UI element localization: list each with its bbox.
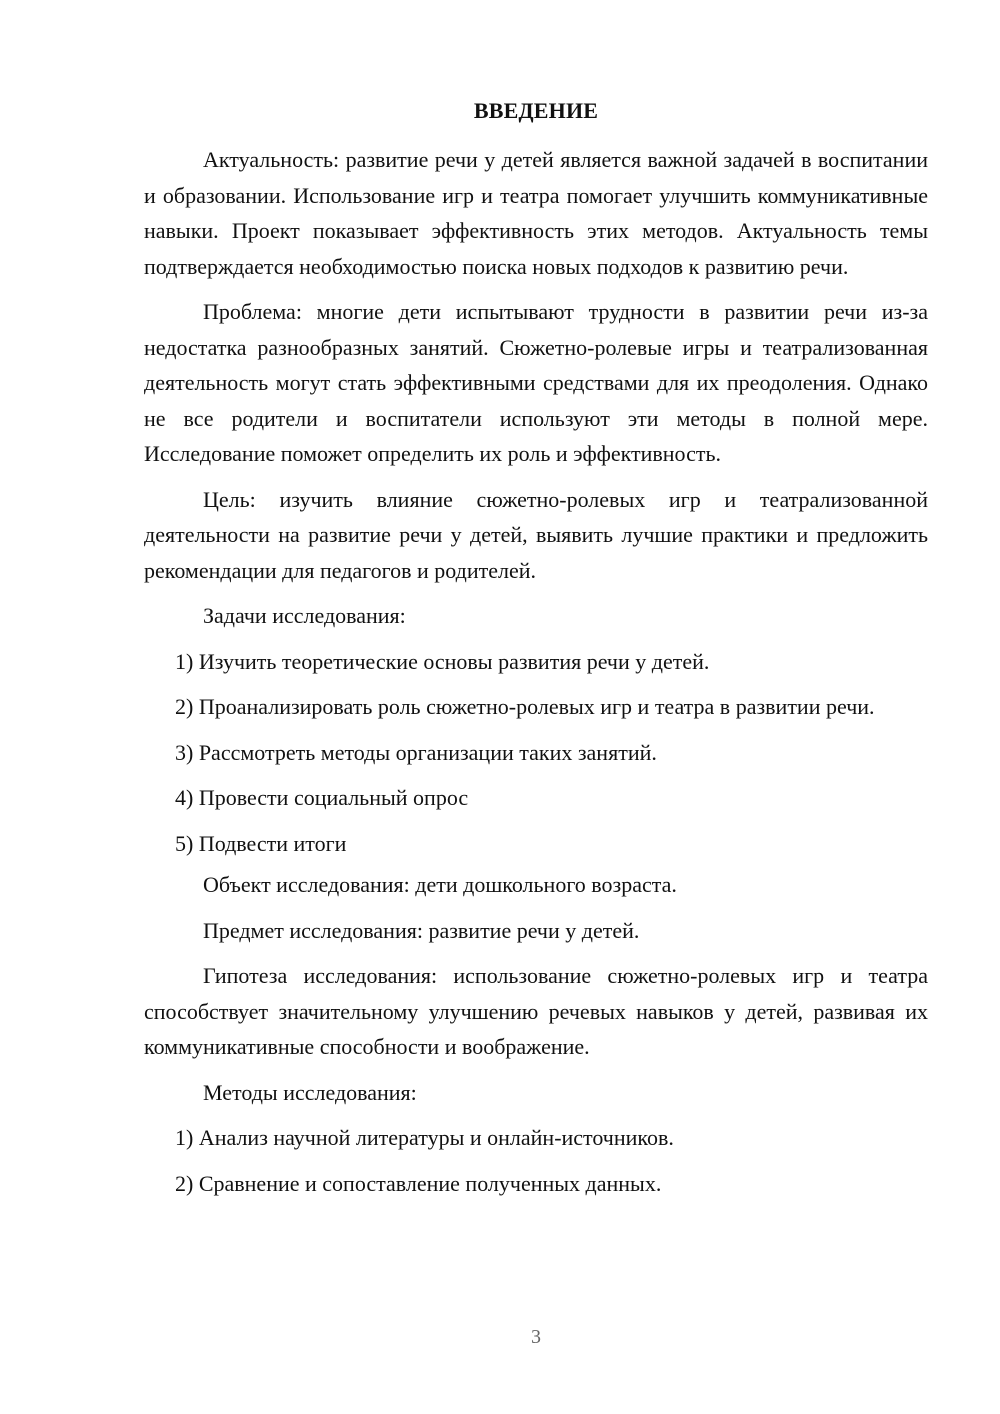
task-item-1: 1) Изучить теоретические основы развития речи у детей. bbox=[175, 648, 710, 674]
goal-paragraph: Цель: изучить влияние сюжетно-ролевых игр и театрализованной деятельности на развитие речи у детей, выявить лучшие практики и предложить рекомендации для педагогов и родителей. bbox=[144, 486, 928, 583]
problem-paragraph: Проблема: многие дети испытывают трудности в развитии речи из-за недостатка разнообразных занятий. Сюжетно-ролевые игры и театрализованная деятельность могут стать эффективными средствами для их преодоления. Однако не все родители и воспитатели используют эти методы в полной мере. Исследование поможет определить их роль и эффективность. bbox=[144, 299, 928, 466]
relevance-paragraph: Актуальность: развитие речи у детей является важной задачей в воспитании и образовании. Использование игр и театра помогает улучшить коммуникативные навыки. Проект показывает эффективность этих методов. Актуальность темы подтверждается необходимостью поиска новых подходов к развитию речи. bbox=[144, 147, 928, 279]
task-item-3: 3) Рассмотреть методы организации таких занятий. bbox=[175, 739, 657, 765]
page-number: 3 bbox=[531, 1326, 541, 1348]
task-item-4: 4) Провести социальный опрос bbox=[175, 785, 469, 810]
task-item-5: 5) Подвести итоги bbox=[175, 830, 347, 856]
method-item-1: 1) Анализ научной литературы и онлайн-источников. bbox=[175, 1125, 674, 1150]
methods-heading: Методы исследования: bbox=[203, 1079, 417, 1105]
task-item-2: 2) Проанализировать роль сюжетно-ролевых игр и театра в развитии речи. bbox=[175, 694, 875, 719]
object-paragraph: Объект исследования: дети дошкольного возраста. bbox=[203, 872, 677, 897]
subject-paragraph: Предмет исследования: развитие речи у детей. bbox=[203, 917, 640, 943]
method-item-2: 2) Сравнение и сопоставление полученных данных. bbox=[175, 1170, 662, 1196]
document-body bbox=[144, 142, 928, 1211]
hypothesis-paragraph: Гипотеза исследования: использование сюжетно-ролевых игр и театра способствует значительному улучшению речевых навыков у детей, развивая их коммуникативные способности и воображение. bbox=[144, 963, 928, 1059]
page-title: ВВЕДЕНИЕ bbox=[473, 98, 599, 123]
tasks-heading: Задачи исследования: bbox=[203, 603, 406, 628]
